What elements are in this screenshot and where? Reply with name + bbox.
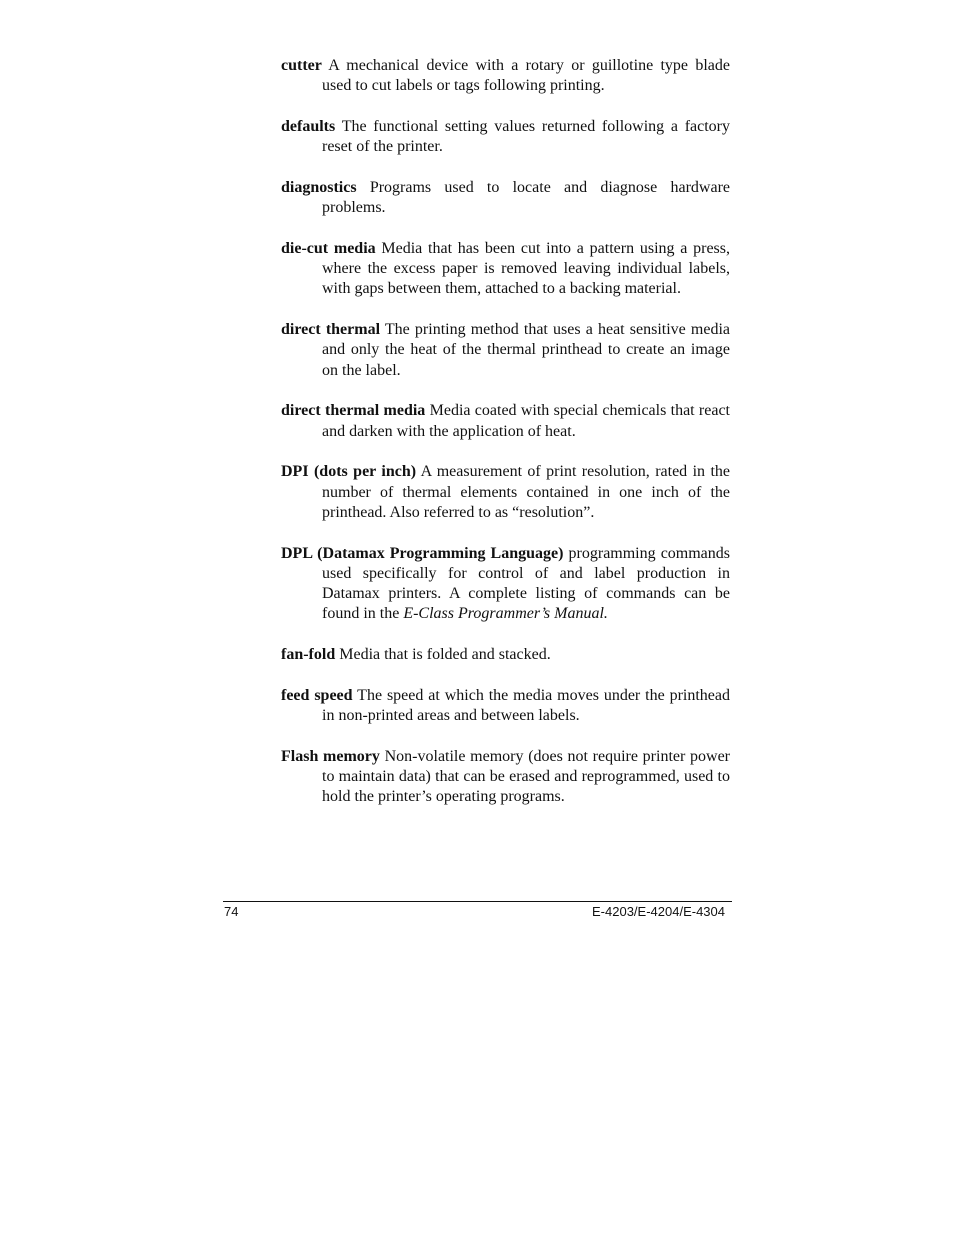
- glossary-definition: Media that has been cut into a pattern using a press, where the excess paper is removed leaving individual labels, with gaps between them, attached to a backing material.: [322, 240, 731, 298]
- glossary-term: feed speed: [281, 686, 353, 704]
- glossary-entry-defaults: [281, 117, 730, 157]
- glossary-entry-dpi: [281, 462, 730, 523]
- glossary-entry-die-cut-media: [281, 239, 730, 300]
- glossary-term: direct thermal media: [281, 402, 426, 420]
- glossary-term: die-cut media: [281, 240, 376, 257]
- glossary-entry-feed-speed: [281, 686, 730, 726]
- glossary-entry-direct-thermal: [281, 320, 730, 381]
- footer-model: E-4203/E-4204/E-4304: [592, 904, 725, 919]
- glossary-definition: A mechanical device with a rotary or guillotine type blade used to cut labels or tags following printing.: [322, 57, 730, 95]
- glossary-entry-direct-thermal-media: [281, 401, 730, 441]
- glossary-list: [281, 56, 730, 828]
- glossary-term: Flash memory: [281, 747, 380, 765]
- glossary-entry-cutter: [281, 56, 730, 96]
- glossary-definition: Programs used to locate and diagnose hardware problems.: [322, 179, 730, 217]
- glossary-entry-dpl: [281, 544, 730, 625]
- glossary-definition: Media coated with special chemicals that react and darken with the application of heat.: [322, 402, 731, 440]
- glossary-entry-flash-memory: [281, 747, 730, 808]
- glossary-term: DPI (dots per inch): [281, 463, 417, 481]
- glossary-entry-diagnostics: [281, 178, 730, 218]
- manual-reference: E-Class Programmer’s Manual.: [403, 605, 608, 623]
- glossary-entry-fan-fold: [281, 645, 730, 665]
- footer-divider: [223, 901, 732, 902]
- glossary-definition: The functional setting values returned following a factory reset of the printer.: [322, 118, 730, 156]
- glossary-definition: The printing method that uses a heat sensitive media and only the heat of the thermal printhead to create an image on the label.: [322, 321, 730, 379]
- glossary-term: defaults: [281, 118, 336, 135]
- glossary-definition: A measurement of print resolution, rated in the number of thermal elements contained in one inch of the printhead. Also referred to as “resolution”.: [322, 463, 731, 521]
- glossary-term: fan-fold: [281, 646, 336, 664]
- glossary-definition: The speed at which the media moves under the printhead in non-printed areas and between labels.: [322, 686, 731, 725]
- glossary-definition: programming commands used specifically for control of and label production in Datamax printers. A complete listing of commands can be found in the: [322, 544, 731, 623]
- page-number: 74: [224, 904, 239, 919]
- glossary-term: diagnostics: [281, 179, 357, 196]
- glossary-definition: Media that is folded and stacked.: [339, 646, 551, 664]
- glossary-term: direct thermal: [281, 321, 381, 339]
- glossary-term: cutter: [281, 57, 322, 74]
- glossary-definition: Non-volatile memory (does not require printer power to maintain data) that can be erased and reprogrammed, used to hold the printer’s operating programs.: [322, 747, 731, 806]
- glossary-term: DPL (Datamax Programming Language): [281, 544, 564, 562]
